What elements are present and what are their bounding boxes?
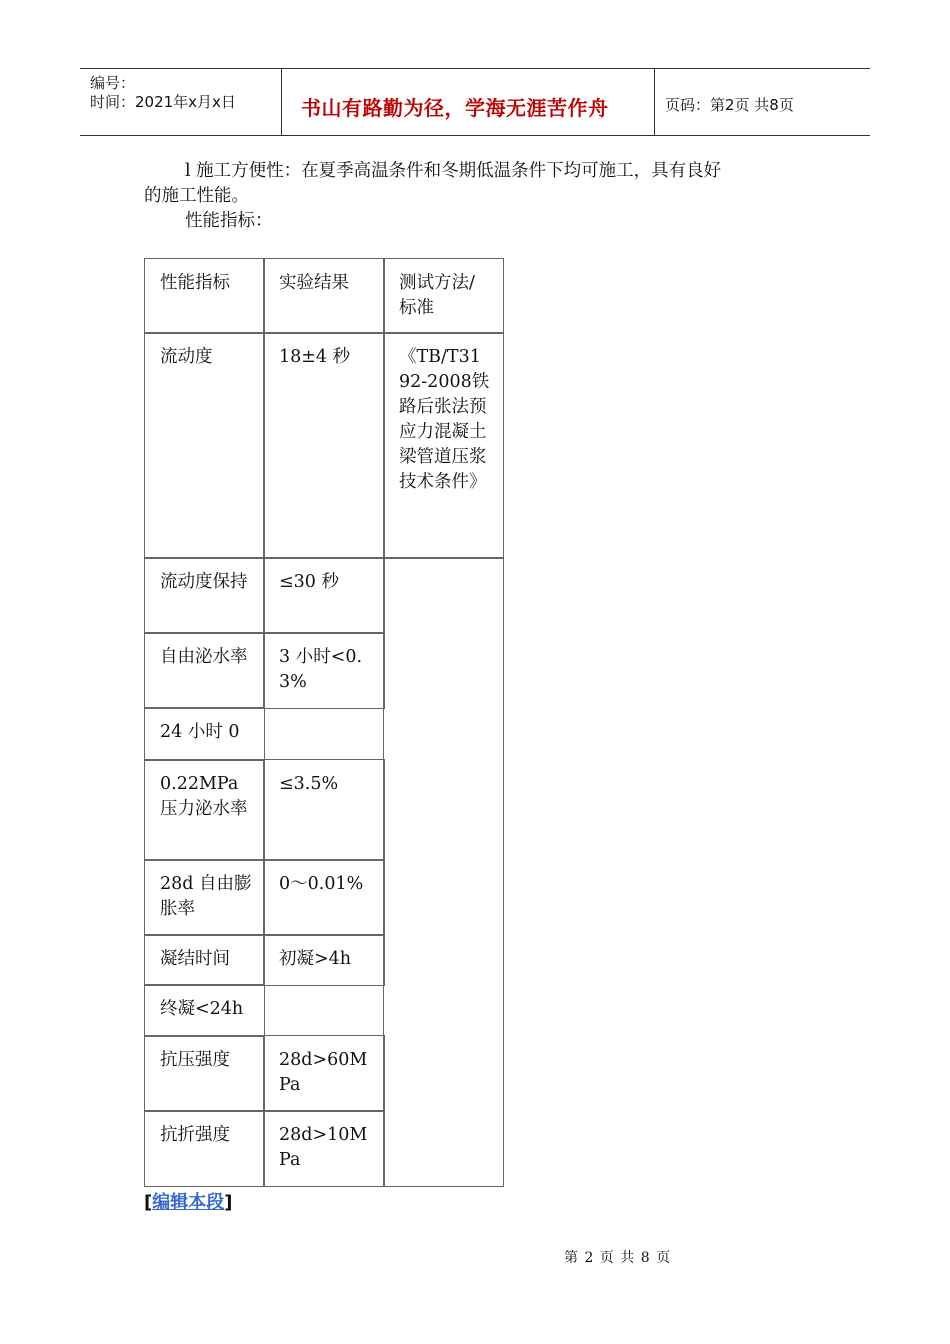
table-cell-value: 初凝>4h xyxy=(263,934,385,986)
table-row: 自由泌水率 xyxy=(144,632,265,709)
table-cell-standard: 《TB/T3192-2008铁路后张法预应力混凝土梁管道压浆技术条件》 xyxy=(383,332,504,559)
table-row: 抗折强度 xyxy=(144,1110,265,1187)
paragraph-construction-line1: l 施工方便性：在夏季高温条件和冬期低温条件下均可施工，具有良好 xyxy=(185,161,722,181)
table-cell-value: 18±4 秒 xyxy=(263,332,385,559)
header-motto: 书山有路勤为径，学海无涯苦作舟 xyxy=(301,96,609,120)
table-header-indicator: 性能指标 xyxy=(144,258,265,334)
table-cell-merged-empty xyxy=(383,557,504,1187)
header-divider-left xyxy=(281,68,282,135)
edit-section xyxy=(144,1188,232,1214)
edit-bracket-open: [ xyxy=(144,1192,153,1213)
table-row: 流动度保持 xyxy=(144,557,265,634)
edit-bracket-close: ] xyxy=(224,1192,233,1213)
paragraph-construction-line2: 的施工性能。 xyxy=(144,186,249,206)
table-cell-value: 3 小时<0.3% xyxy=(263,632,385,709)
table-row: 28d 自由膨胀率 xyxy=(144,859,265,936)
table-cell-value: 28d>60MPa xyxy=(263,1035,385,1112)
header-divider-right xyxy=(654,68,655,135)
table-row: 凝结时间 xyxy=(144,934,265,986)
document-number: 编号： xyxy=(90,74,136,92)
footer-page-number: 第 2 页 共 8 页 xyxy=(564,1250,672,1266)
table-cell-value: ≤3.5% xyxy=(263,759,385,861)
page-indicator: 页码：第2页 共8页 xyxy=(665,96,794,114)
paragraph-indicators-heading: 性能指标： xyxy=(185,211,273,231)
header-top-rule xyxy=(80,68,870,69)
header-bottom-rule xyxy=(80,135,870,136)
table-row: 流动度 xyxy=(144,332,265,559)
table-row: 24 小时 0 xyxy=(144,707,265,761)
edit-section-link[interactable]: 编辑本段 xyxy=(152,1192,225,1213)
table-row: 终凝<24h xyxy=(144,984,265,1037)
table-header-method: 测试方法/标准 xyxy=(383,258,504,334)
table-cell-value: 28d>10MPa xyxy=(263,1110,385,1187)
table-row: 抗压强度 xyxy=(144,1035,265,1112)
table-cell-value: 0～0.01% xyxy=(263,859,385,936)
table-cell-value: ≤30 秒 xyxy=(263,557,385,634)
table-header-result: 实验结果 xyxy=(263,258,385,334)
document-time: 时间：2021年x月x日 xyxy=(90,93,236,111)
table-row: 0.22MPa压力泌水率 xyxy=(144,759,265,861)
